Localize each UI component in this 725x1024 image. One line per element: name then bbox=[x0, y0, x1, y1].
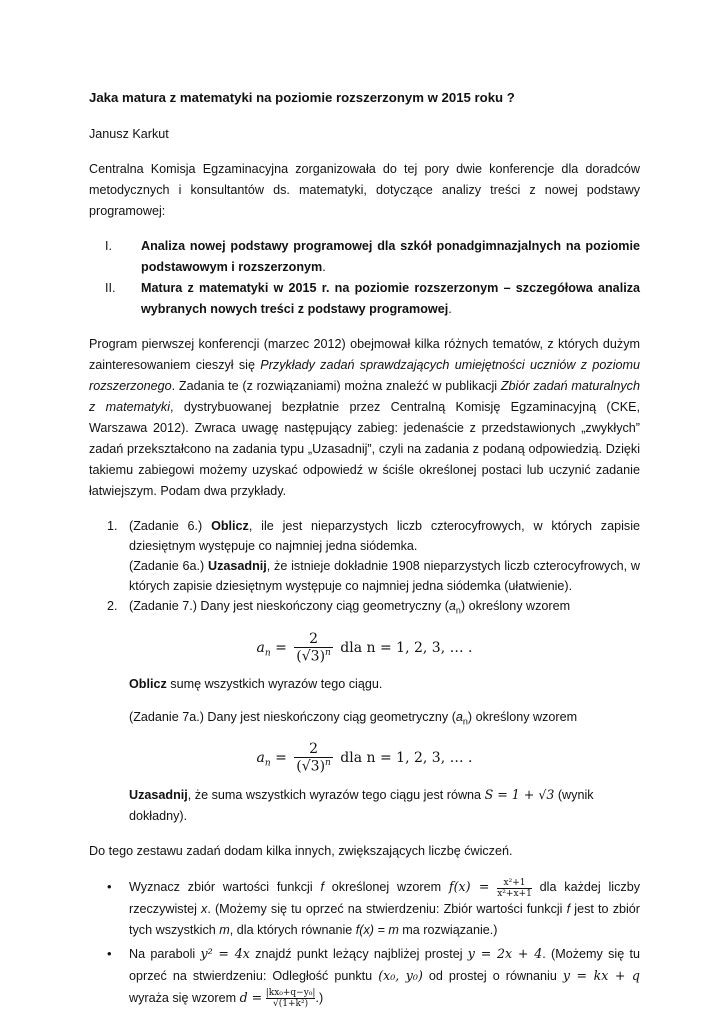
text-run: , że suma wszystkich wyrazów tego ciągu jest równa bbox=[187, 788, 485, 803]
command-word: Uzasadnij bbox=[207, 559, 267, 573]
fraction-numerator: |kx₀+q−y₀| bbox=[265, 987, 316, 998]
command-word: Oblicz bbox=[211, 519, 249, 533]
fraction-numerator: x²+1 bbox=[503, 877, 526, 888]
list-number: 2. bbox=[107, 599, 118, 613]
math-var: a bbox=[256, 749, 265, 766]
text-run: , że istnieje dokładnie 1908 nieparzystych liczb czterocyfrowych, w których zapisie dziesiętnym występuje co najmniej jedna siódemka (ułatwienie). bbox=[129, 559, 640, 593]
text-run: (Zadanie 7a.) Dany jest nieskończony ciąg geometryczny ( bbox=[129, 710, 456, 725]
program-paragraph bbox=[89, 334, 640, 502]
bullet-icon: • bbox=[107, 879, 112, 895]
sequence-formula: $a_n$ = $\frac{2}{(√3)^n}$ dla n = 1, 2, 3, … . bbox=[256, 740, 473, 775]
fraction bbox=[294, 631, 333, 665]
text-run: dla każdej liczby rzeczywistej bbox=[129, 880, 640, 916]
fraction-numerator: 2 bbox=[309, 740, 319, 757]
math-expr: (x₀, y₀) bbox=[378, 967, 423, 983]
text-run: (Zadanie 7.) Dany jest nieskończony ciąg geometryczny ( bbox=[129, 599, 449, 613]
math-expr: f(x) = bbox=[448, 879, 490, 895]
root: √3 bbox=[301, 758, 320, 775]
math-expr: y = kx + q bbox=[562, 967, 640, 983]
author-name: Janusz Karkut bbox=[89, 127, 169, 141]
text-run: wyraża się wzorem bbox=[129, 990, 240, 1005]
text-run: (Zadanie 6a.) bbox=[129, 559, 208, 573]
math-sub: n bbox=[264, 758, 271, 769]
fraction bbox=[497, 878, 532, 899]
examples-list bbox=[89, 516, 640, 621]
fraction-denominator: $(√3)^n$ bbox=[296, 757, 331, 775]
italic-title: Przykłady zadań sprawdzających umiejętności uczniów z poziomu rozszerzonego bbox=[89, 358, 640, 393]
exponent: n bbox=[325, 757, 331, 768]
text-run: Program pierwszej konferencji (marzec 2012) obejmował kilka różnych tematów, z których dużym zainteresowaniem cieszył się bbox=[89, 337, 640, 372]
command-word: Oblicz bbox=[129, 677, 167, 692]
punct: . bbox=[322, 260, 326, 274]
list-number: 1. bbox=[107, 519, 118, 533]
math-sub: n bbox=[264, 648, 271, 659]
math-expr: f(x) = m bbox=[355, 922, 399, 937]
text-run: (wynik dokładny). bbox=[129, 788, 594, 824]
conference-title: Matura z matematyki w 2015 r. na poziomie rozszerzonym – szczegółowa analiza wybranych nowych treści z podstawy programowej bbox=[141, 281, 640, 316]
text-run: Na paraboli bbox=[129, 946, 201, 961]
math-expr: y² = 4x bbox=[200, 945, 250, 961]
math-var: a bbox=[455, 710, 463, 725]
text-run: jest to zbiór tych wszystkich bbox=[129, 901, 641, 937]
text-run: .) bbox=[315, 990, 324, 1005]
text-run: (Zadanie 6.) bbox=[129, 519, 212, 533]
text-run: znajdź punkt leżący najbliżej prostej bbox=[249, 946, 468, 961]
math-expr: d = bbox=[239, 989, 263, 1005]
list-item bbox=[89, 236, 640, 278]
math-var: a bbox=[256, 639, 265, 656]
list-item bbox=[89, 516, 640, 596]
text-run: . (Możemy się tu oprzeć na stwierdzeniu: Zbiór wartości funkcji bbox=[207, 901, 567, 916]
text-run: sumę wszystkich wyrazów tego ciągu. bbox=[166, 677, 383, 692]
text-run: ma rozwiązanie.) bbox=[398, 922, 498, 937]
fraction-denominator: √(1+k²) bbox=[266, 998, 316, 1009]
list-number: I. bbox=[105, 239, 112, 253]
list-item bbox=[89, 596, 640, 621]
text-run: , dla których równanie bbox=[229, 922, 356, 937]
bullet-icon: • bbox=[107, 945, 112, 961]
formula-tail: dla n = 1, 2, 3, … . bbox=[340, 639, 473, 656]
text-run: , dystrybuowanej bezpłatnie przez Centralną Komisję Egzaminacyjną (CKE, Warszawa 2012). Zwraca uwagę następujący zabieg: jedenaście z przedstawionych „zwykłych” zadań przekształcono na zadania typu „Uzasadnij”, czyli na zadania z podaną odpowiedzią. Dzięki takiemu zabiegowi możemy uzyskać odpowiedź w ściśle określonej postaci lub uczynić zadanie łatwiejszym. Podam dwa przykłady. bbox=[89, 400, 641, 498]
command-word: Uzasadnij bbox=[129, 788, 188, 803]
sequence-formula: $a_n$ = $\frac{2}{(√3)^n}$ dla n = 1, 2, 3, … . bbox=[256, 630, 473, 665]
conference-list bbox=[89, 236, 640, 320]
text-run: . Zadania te (z rozwiązaniami) można znaleźć w publikacji bbox=[171, 379, 501, 393]
text-run: ) określony wzorem bbox=[467, 710, 578, 725]
list-item bbox=[89, 876, 640, 940]
fraction bbox=[266, 988, 316, 1009]
text-run: , ile jest nieparzystych liczb czterocyfrowych, w których zapisie dziesiętnym występuje co najmniej jedna siódemka. bbox=[129, 519, 641, 553]
sum-expression: S = 1 + √3 bbox=[484, 787, 555, 803]
example-text bbox=[89, 674, 640, 695]
math-var: a bbox=[448, 599, 456, 613]
math-var: x bbox=[201, 901, 208, 916]
example-text bbox=[89, 707, 640, 733]
text-run: Wyznacz zbiór wartości funkcji bbox=[129, 880, 321, 895]
punct: . bbox=[448, 302, 452, 316]
text-run: ) określony wzorem bbox=[460, 599, 571, 613]
conference-title: Analiza nowej podstawy programowej dla szkół ponadgimnazjalnych na poziomie podstawowym i rozszerzonym bbox=[141, 239, 640, 274]
math-var: f bbox=[320, 880, 324, 895]
document-title: Jaka matura z matematyki na poziomie rozszerzonym w 2015 roku ? bbox=[89, 90, 515, 105]
fraction-denominator: $(√3)^n$ bbox=[296, 647, 331, 665]
math-sub: n bbox=[455, 605, 461, 616]
root: √3 bbox=[301, 648, 320, 665]
exponent: n bbox=[325, 647, 331, 658]
list-number: II. bbox=[105, 281, 116, 295]
math-var: m bbox=[219, 922, 230, 937]
text-run: określonej wzorem bbox=[323, 880, 449, 895]
math-sub: n bbox=[462, 716, 468, 727]
additional-paragraph: Do tego zestawu zadań dodam kilka innych, zwiększających liczbę ćwiczeń. bbox=[89, 844, 513, 859]
intro-paragraph: Centralna Komisja Egzaminacyjna zorganizowała do tej pory dwie konferencje dla doradców metodycznych i konsultantów ds. matematyki, dotyczące analizy treści z nowej podstawy programowej: bbox=[89, 162, 640, 218]
text-run: od prostej o równaniu bbox=[422, 968, 563, 983]
math-var: f bbox=[566, 901, 571, 916]
list-item bbox=[89, 278, 640, 320]
exercise-list bbox=[89, 876, 640, 1008]
example-text bbox=[89, 784, 640, 827]
formula-tail: dla n = 1, 2, 3, … . bbox=[340, 749, 473, 766]
italic-title: Zbiór zadań maturalnych z matematyki bbox=[89, 379, 640, 414]
fraction-denominator: x²+x+1 bbox=[497, 888, 532, 899]
fraction-numerator: 2 bbox=[309, 630, 319, 647]
list-item bbox=[89, 943, 640, 1009]
document-page bbox=[89, 90, 640, 1011]
fraction bbox=[294, 741, 333, 775]
math-expr: y = 2x + 4 bbox=[467, 945, 543, 961]
text-run: . (Możemy się tu oprzeć na stwierdzeniu: Odległość punktu bbox=[129, 946, 640, 983]
